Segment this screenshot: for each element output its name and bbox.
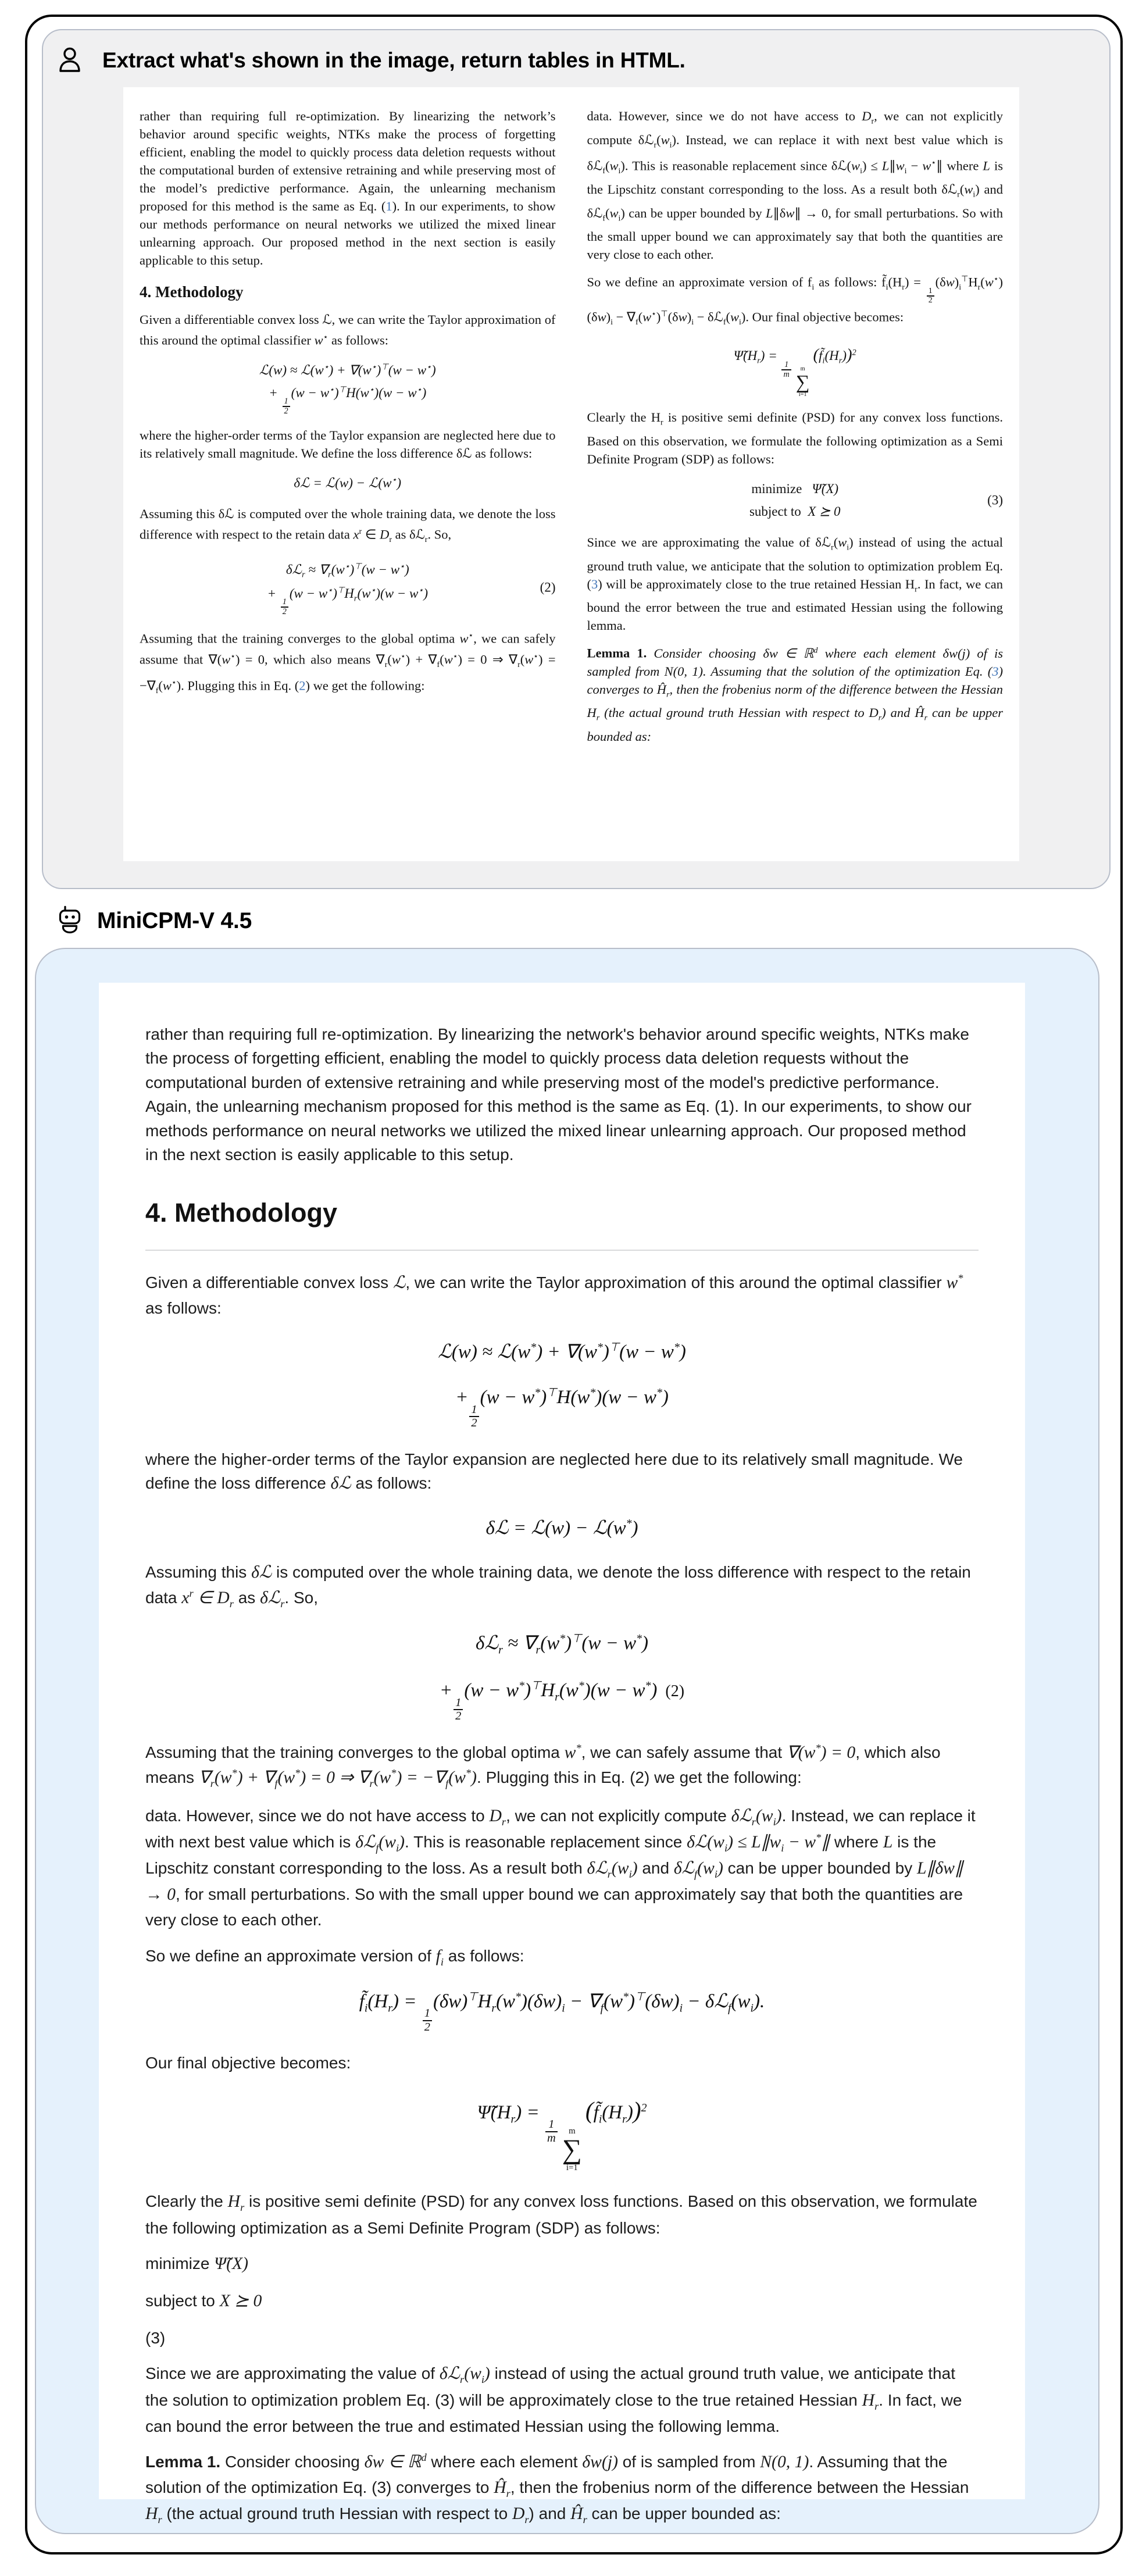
response-paragraph: Given a differentiable convex loss ℒ, we can write the Taylor approximation of this around the optimal classifier w* as follows: bbox=[145, 1272, 963, 1318]
response-paragraph: Assuming that the training converges to the global optima w*, we can safely assume that ∇(w*) = 0, which also means $\nabla_r(w^*) + \nabla_f(w^*) = 0$ ⇒ $\nabla_r(w^*) = -\nabla_f(w^*)$. Plugging this in Eq. (2) we get the following: bbox=[145, 1742, 941, 1790]
response-paragraph: So we define an approximate version of $f_i$ as follows: bbox=[145, 1946, 524, 1968]
paper-section-heading: 4. Methodology bbox=[140, 283, 244, 301]
attached-paper-image bbox=[123, 87, 1019, 861]
response-equation: $\Psĩ(H_r)$ = $\frac{1}{m}$ m ∑ i=1 $(f̃_i(H_r))^2$ bbox=[477, 2096, 647, 2172]
response-paragraph: Our final objective becomes: bbox=[145, 2054, 351, 2072]
response-paragraph: Clearly the $H_r$ is positive semi definite (PSD) for any convex loss functions. Based on this observation, we formulate the following optimization as a Semi Definite Program (SDP) as follows: bbox=[145, 2192, 977, 2237]
assistant-response-content bbox=[99, 983, 1025, 2526]
response-equation: δℒ = ℒ(w) − ℒ(w*) bbox=[485, 1517, 638, 1539]
response-equation: + $\frac{1}{2}$ $(w - w^*)^⊤H_r(w^*)(w - w^*)$ (2) bbox=[439, 1679, 685, 1723]
paper-equation: ℒ(w) ≈ ℒ(w⋆) + ∇(w⋆)⊤(w − w⋆) + $\frac{1}{2}$ (w − w⋆)⊤H(w⋆)(w − w⋆) bbox=[259, 362, 436, 416]
user-prompt-text: Extract what's shown in the image, return tables in HTML. bbox=[102, 48, 685, 72]
paper-paragraph: Given a differentiable convex loss ℒ, we can write the Taylor approximation of this around the optimal classifier w⋆ as follows: bbox=[140, 312, 556, 348]
response-equation: δℒ$_r$ ≈ $\nabla_r(w^*)^⊤(w - w^*)$ bbox=[476, 1632, 648, 1657]
assistant-header bbox=[56, 905, 252, 937]
response-paragraph: data. However, since we do not have access to $D_r$, we can not explicitly compute $\delta ℒ_r(w_i)$. Instead, we can replace it with next best value which is $\delta ℒ_f(w_i)$. This is reasonable replacement since $\delta ℒ(w_i)$ ≤ $L\parallel w_i$ − w*∥ where L is the Lipschitz constant corresponding to the loss. As a result both $\delta ℒ_r(w_i)$ and $\delta ℒ_f(w_i)$ can be upper bounded by L∥δw∥ → 0, for small perturbations. So with the small upper bound we can approximately say that both the quantities are very close to each other. bbox=[145, 1806, 976, 1929]
paper-left-column bbox=[140, 107, 556, 841]
response-paragraph: Since we are approximating the value of $\delta ℒ_r(w_i)$ instead of using the actual ground truth value, we anticipate that the solution to optimization problem Eq. (3) will be approximately close to the true retained Hessian $H_r$. In fact, we can bound the error between the true and estimated Hessian using the following lemma. bbox=[145, 2364, 962, 2435]
paper-paragraph: rather than requiring full re-optimization. By linearizing the network’s behavior around specific weights, NTKs make the process of forgetting efficient, enabling the model to quickly process data deletion requests without the computational burden of extensive retraining and while preserving most of the model’s predictive performance. Again, the unlearning mechanism proposed for this method is the same as Eq. (1). In our experiments, to show our methods performance on neural networks we utilized the mixed linear unlearning approach. Our proposed method in the next section is easily applicable to this setup. bbox=[140, 109, 556, 267]
response-paragraph: where the higher-order terms of the Taylor expansion are neglected here due to its relatively small magnitude. We define the loss difference δℒ as follows: bbox=[145, 1450, 963, 1493]
paper-paragraph: So we define an approximate version of $f_i$ as follows: $f̃_i(H_r)$ = $\frac{1}{2}$ $(\delta w)_i^⊤H_r(w^⋆)(\delta w)_i - \nabla_f(w^⋆)^⊤(\delta w)_i$ − $\delta ℒ_f(w_i)$. Our final objective becomes: bbox=[587, 274, 1003, 327]
response-paragraph: subject to X ⪰ 0 bbox=[145, 2292, 262, 2311]
paper-equation: $\Psĩ(H_r)$ = $\frac{1}{m}$ m ∑ i=1 $(f̃_i(H_r))^2$ bbox=[733, 345, 856, 398]
paper-paragraph: Assuming this δℒ is computed over the whole training data, we denote the loss difference with respect to the retain data $x^r$ ∈ $D_r$ as δℒ$_r$. So, bbox=[140, 506, 556, 545]
robot-icon bbox=[56, 905, 83, 937]
response-paragraph: rather than requiring full re-optimization. By linearizing the network's behavior around specific weights, NTKs make the process of forgetting efficient, enabling the model to quickly process data deletion requests without the computational burden of extensive retraining and while preserving most of the model's predictive performance. Again, the unlearning mechanism proposed for this method is the same as Eq. (1). In our experiments, to show our methods performance on neural networks we utilized the mixed linear unlearning approach. Our proposed method in the next section is easily applicable to this setup. bbox=[145, 1025, 972, 1164]
paper-paragraph: Clearly the $H_r$ is positive semi definite (PSD) for any convex loss functions. Based on this observation, we formulate the following optimization as a Semi Definite Program (SDP) as follows: bbox=[587, 410, 1003, 466]
paper-lemma: Lemma 1. Consider choosing δw ∈ ℝ$^d$ where each element δw(j) of is sampled from N(0, 1). Assuming that the solution of the optimization Eq. (3) converges to $Ĥ_r$, then the frobenius norm of the difference between the Hessian $H_r$ (the actual ground truth Hessian with respect to $D_r$) and $Ĥ_r$ can be upper bounded as: bbox=[587, 645, 1004, 744]
response-paragraph: minimize Ψ̃(X) bbox=[145, 2254, 248, 2274]
paper-equation: δℒ$_r$ ≈ $\nabla_r(w^⋆)^⊤(w - w^⋆)$ + $\frac{1}{2}$ $(w - w^⋆)^⊤H_r(w^⋆)(w - w^⋆)$ (2) bbox=[267, 562, 556, 617]
assistant-model-name: MiniCPM-V 4.5 bbox=[97, 908, 252, 933]
paper-equation: minimize Ψ̃(X) subject to X ⪰ 0 (3) bbox=[749, 481, 1003, 519]
paper-paragraph: Assuming that the training converges to the global optima w⋆, we can safely assume that ∇(w⋆) = 0, which also means $\nabla_r(w^⋆) + \nabla_f(w^⋆) = 0$ ⇒ $\nabla_r(w^⋆) = -\nabla_f(w^⋆)$. Plugging this in Eq. (2) we get the following: bbox=[140, 631, 556, 695]
user-avatar-icon bbox=[57, 47, 83, 74]
response-equation: + $\frac{1}{2}$ (w − w*)⊤H(w*)(w − w*) bbox=[455, 1386, 669, 1430]
response-equation: $f̃_i(H_r)$ = $\frac{1}{2}$ $(\delta w)^⊤H_r(w^*)(\delta w)_i - \nabla_f(w^*)^⊤(\delta w)_i$ − $\delta ℒ_f(w_i)$. bbox=[359, 1990, 765, 2033]
user-prompt-row bbox=[57, 47, 685, 74]
response-paragraph: (3) bbox=[145, 2328, 166, 2347]
paper-paragraph: data. However, since we do not have access to $D_r$, we can not explicitly compute $\delta ℒ_r(w_i)$. Instead, we can replace it with next best value which is $\delta ℒ_f(w_i)$. This is reasonable replacement since $\delta ℒ(w_i)$ ≤ $L\parallel w_i$ − w⋆∥ where L is the Lipschitz constant corresponding to the loss. As a result both $\delta ℒ_r(w_i)$ and $\delta ℒ_f(w_i)$ can be upper bounded by L∥δw∥ → 0, for small perturbations. So with the small upper bound we can approximately say that both the quantities are very close to each other. bbox=[587, 109, 1004, 262]
response-paragraph: Assuming this δℒ is computed over the whole training data, we denote the loss difference with respect to the retain data $x^r$ ∈ $D_r$ as δℒ$_r$. So, bbox=[145, 1563, 971, 1610]
response-section-heading: 4. Methodology bbox=[145, 1194, 979, 1251]
response-lemma: Lemma 1. Consider choosing δw ∈ ℝ$^d$ where each element δw(j) of is sampled from N(0, 1). Assuming that the solution of the optimization Eq. (3) converges to $Ĥ_r$, then the frobenius norm of the difference between the Hessian $H_r$ (the actual ground truth Hessian with respect to $D_r$) and $Ĥ_r$ can be upper bounded as: bbox=[145, 2452, 969, 2526]
paper-right-column bbox=[587, 107, 1004, 841]
paper-equation: δℒ = ℒ(w) − ℒ(w⋆) bbox=[294, 475, 402, 491]
equation-number: (3) bbox=[987, 493, 1003, 508]
paper-paragraph: Since we are approximating the value of $\delta ℒ_r(w_i)$ instead of using the actual ground truth value, we anticipate that the solution to optimization problem Eq. (3) will be approximately close to the true retained Hessian $H_r$. In fact, we can bound the error between the true and estimated Hessian using the following lemma. bbox=[587, 535, 1004, 633]
equation-number: (2) bbox=[540, 580, 556, 595]
response-equation: ℒ(w) ≈ ℒ(w*) + ∇(w*)⊤(w − w*) bbox=[438, 1340, 686, 1362]
paper-paragraph: where the higher-order terms of the Taylor expansion are neglected here due to its relatively small magnitude. We define the loss difference δℒ as follows: bbox=[140, 428, 556, 461]
